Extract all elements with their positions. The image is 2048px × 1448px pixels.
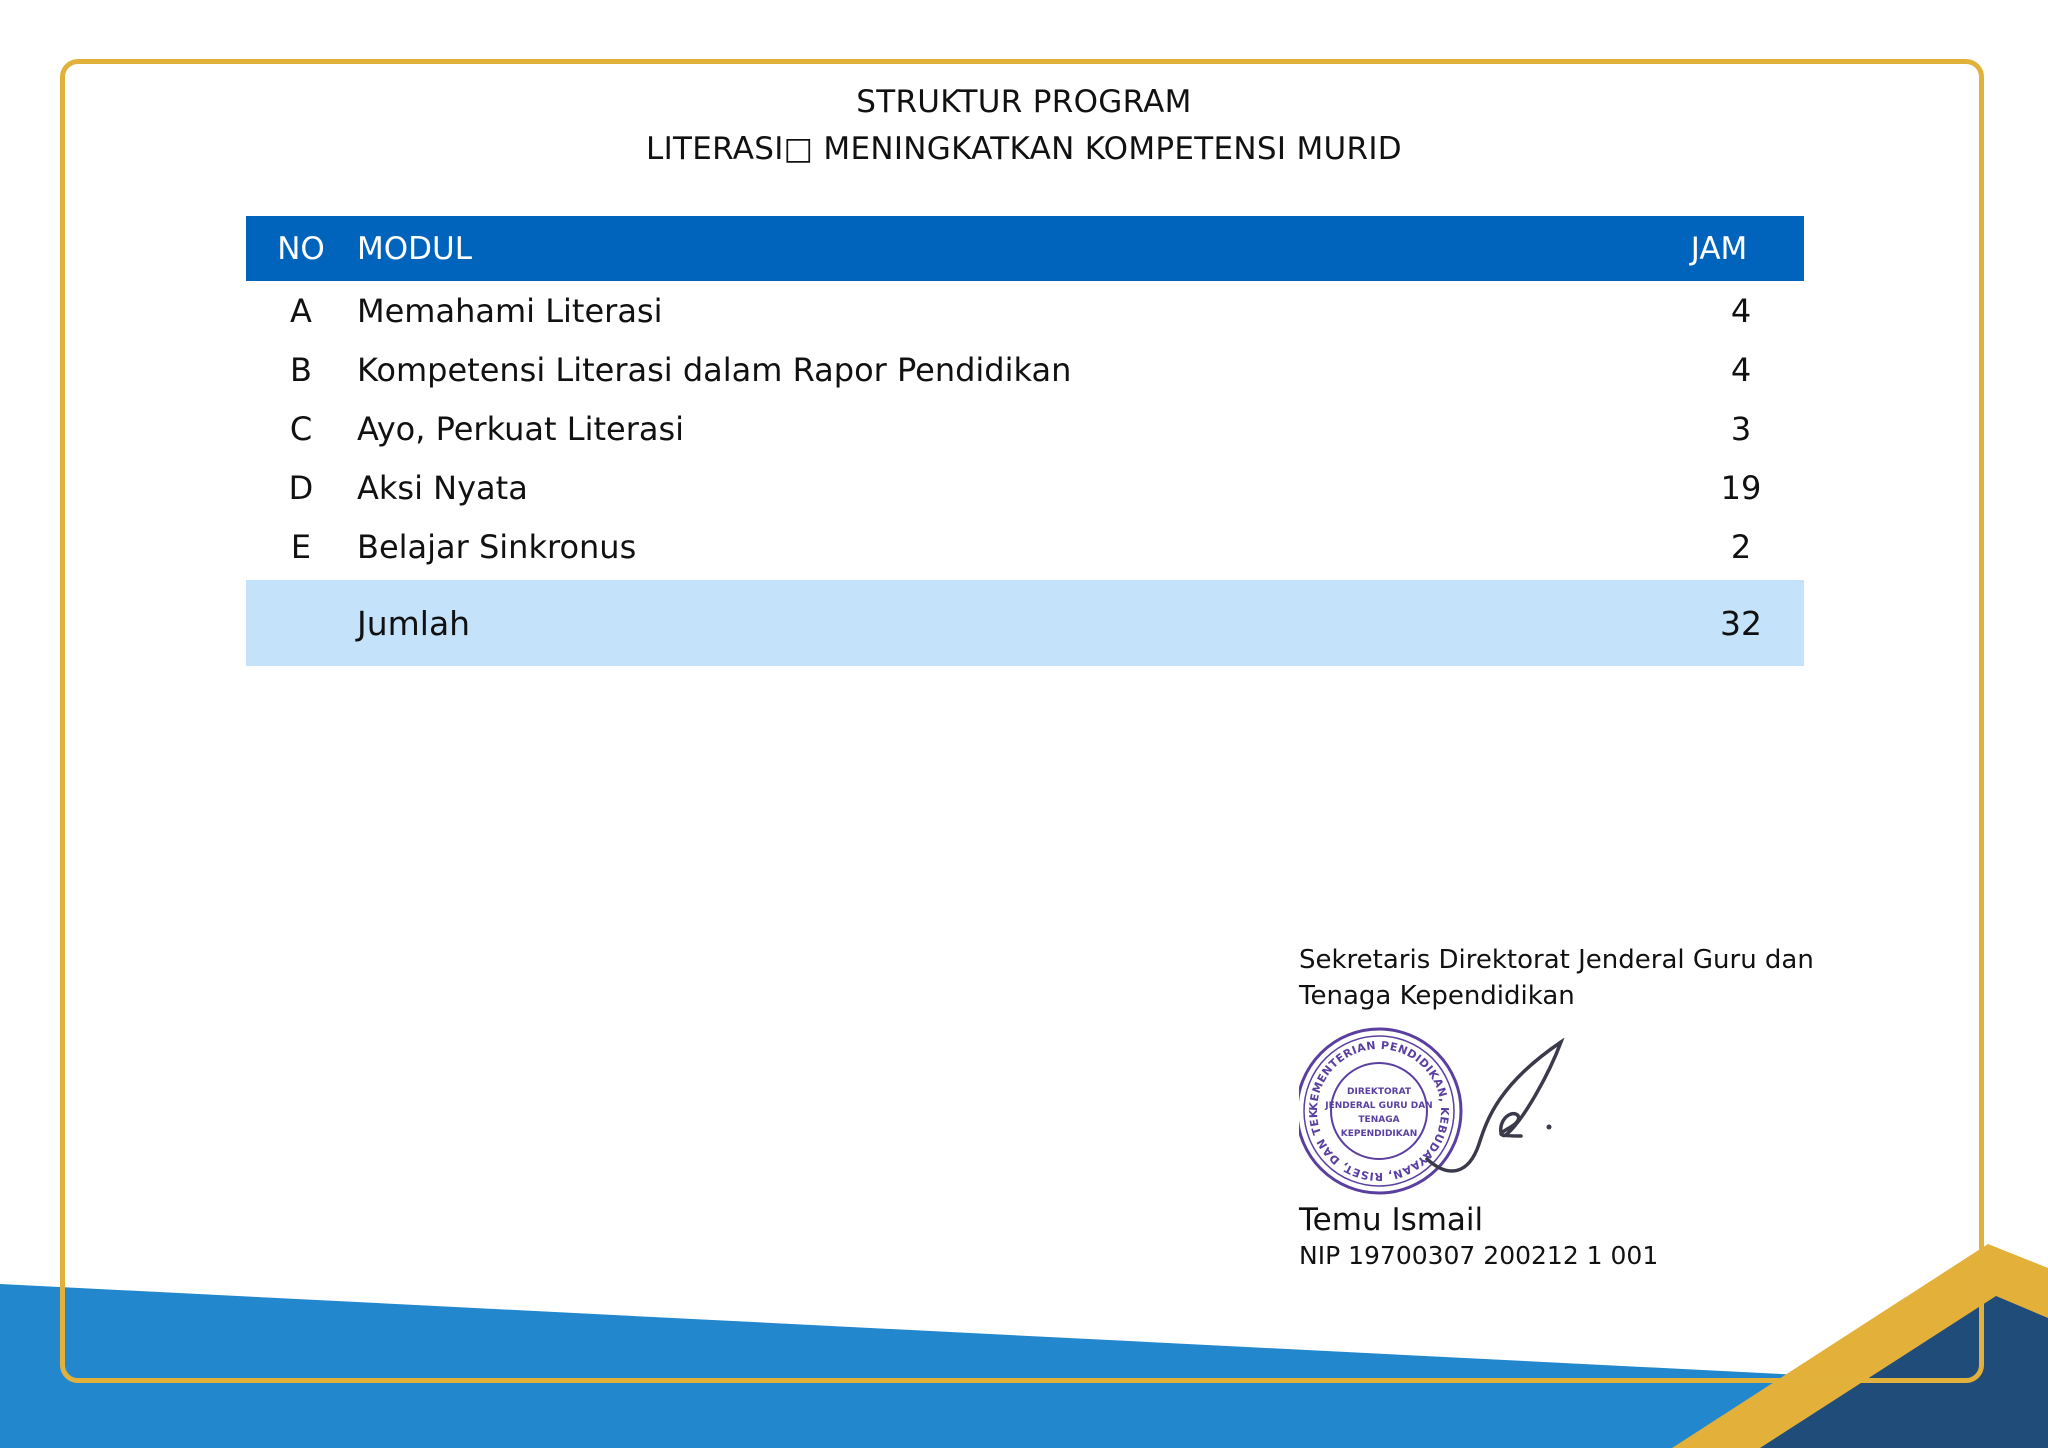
total-label: Jumlah: [357, 603, 471, 643]
signatory-nip: NIP 19700307 200212 1 001: [1299, 1241, 1659, 1270]
table-header: [246, 216, 1804, 281]
stamp-line: DIREKTORAT: [1347, 1087, 1411, 1097]
stamp-line: TENAGA: [1358, 1115, 1400, 1125]
table-row: [246, 281, 1804, 340]
signature-block: [1299, 942, 1899, 1273]
table-row: [246, 340, 1804, 399]
document-subtitle: LITERASI□ MENINGKATKAN KOMPETENSI MURID: [646, 131, 1402, 167]
row-hours: 4: [1730, 291, 1752, 330]
signature-stroke: [1427, 1042, 1561, 1171]
row-module: Belajar Sinkronus: [357, 527, 637, 566]
total-row: [246, 580, 1804, 666]
row-hours: 4: [1730, 350, 1752, 389]
stamp-and-signature: [1299, 1024, 1599, 1199]
stamp-line: KEPENDIDIKAN: [1340, 1129, 1418, 1139]
table-row: [246, 517, 1804, 576]
row-module: Ayo, Perkuat Literasi: [357, 409, 685, 448]
total-hours: 32: [1720, 603, 1762, 643]
row-module: Memahami Literasi: [357, 291, 663, 330]
row-no: C: [289, 409, 313, 448]
row-module: Aksi Nyata: [357, 468, 528, 507]
blue-band: [0, 1284, 1940, 1448]
row-no: D: [288, 468, 314, 507]
column-header-no: NO: [277, 230, 325, 267]
stamp-ring-text: KEMENTERIAN PENDIDIKAN, KEBUDAYAAN, RISET, DAN TEK: [1306, 1038, 1452, 1184]
row-no: B: [290, 350, 312, 389]
row-no: A: [290, 291, 312, 330]
row-hours: 2: [1730, 527, 1752, 566]
table-row: [246, 458, 1804, 517]
module-table: [246, 216, 1804, 666]
signatory-name: Temu Ismail: [1299, 1202, 1484, 1238]
signatory-title: Sekretaris Direktorat Jenderal Guru dan Tenaga Kependidikan: [1299, 945, 1814, 1011]
row-hours: 3: [1730, 409, 1752, 448]
official-stamp-icon: [1299, 1024, 1599, 1199]
row-no: E: [290, 527, 312, 566]
row-hours: 19: [1720, 468, 1762, 507]
column-header-hours: JAM: [1690, 230, 1748, 267]
row-module: Kompetensi Literasi dalam Rapor Pendidikan: [357, 350, 1072, 389]
document-title: STRUKTUR PROGRAM: [856, 84, 1192, 120]
stamp-line: JENDERAL GURU DAN: [1325, 1101, 1433, 1111]
table-row: [246, 399, 1804, 458]
column-header-module: MODUL: [357, 230, 472, 267]
